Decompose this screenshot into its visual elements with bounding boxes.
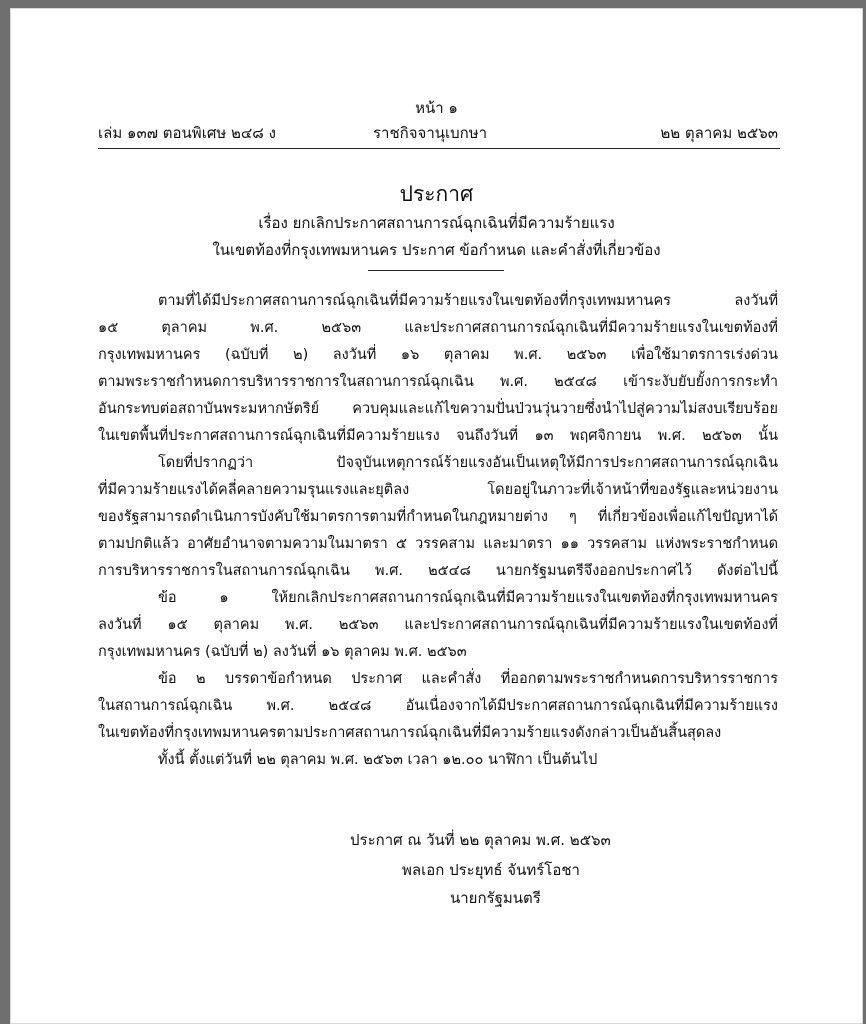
body-line: ลงวันที่ ๑๕ ตุลาคม พ.ศ. ๒๕๖๓ และประกาศสถานการณ์ฉุกเฉินที่มีความร้ายแรงในเขตท้องที่ bbox=[98, 617, 778, 633]
subject-line-2: ในเขตท้องที่กรุงเทพมหานคร ประกาศ ข้อกำหนด และคำสั่งที่เกี่ยวข้อง bbox=[212, 241, 661, 259]
body-line: ข้อ ๒ บรรดาข้อกำหนด ประกาศ และคำสั่ง ที่ออกตามพระราชกำหนดการบริหารราชการ bbox=[158, 671, 778, 687]
volume-info: เล่ม ๑๓๗ ตอนพิเศษ ๒๔๘ ง bbox=[98, 124, 276, 142]
body-line: โดยที่ปรากฏว่า ปัจจุบันเหตุการณ์ร้ายแรงอันเป็นเหตุให้มีการประกาศสถานการณ์ฉุกเฉิน bbox=[158, 455, 778, 471]
publication-name: ราชกิจจานุเบกษา bbox=[373, 124, 488, 142]
title-divider bbox=[368, 270, 504, 271]
body-line: อันกระทบต่อสถาบันพระมหากษัตริย์ ควบคุมและแก้ไขความปั่นป่วนวุ่นวายซึ่งนำไปสู่ความไม่สงบเรียบร้อย bbox=[98, 401, 778, 417]
body-line: ตามที่ได้มีประกาศสถานการณ์ฉุกเฉินที่มีความร้ายแรงในเขตท้องที่กรุงเทพมหานคร ลงวันที่ bbox=[158, 293, 778, 309]
document-page bbox=[10, 8, 863, 1024]
body-line: ตามพระราชกำหนดการบริหารราชการในสถานการณ์ฉุกเฉิน พ.ศ. ๒๕๔๘ เข้าระงับยับยั้งการกระทำ bbox=[98, 374, 778, 390]
signatory-position: นายกรัฐมนตรี bbox=[450, 889, 541, 907]
body-line: ที่มีความร้ายแรงได้คลี่คลายความรุนแรงและยุติลง โดยอยู่ในภาวะที่เจ้าหน้าที่ของรัฐและหน่วยงาน bbox=[98, 482, 778, 498]
document-title: ประกาศ bbox=[399, 182, 474, 206]
body-line: ของรัฐสามารถดำเนินการบังคับใช้มาตรการตามที่กำหนดในกฎหมายต่าง ๆ ที่เกี่ยวข้องเพื่อแก้ไขปัญหาได้ bbox=[98, 509, 778, 525]
body-line: การบริหารราชการในสถานการณ์ฉุกเฉิน พ.ศ. ๒๕๔๘ นายกรัฐมนตรีจึงออกประกาศไว้ ดังต่อไปนี้ bbox=[98, 563, 778, 579]
publication-date: ๒๒ ตุลาคม ๒๕๖๓ bbox=[660, 124, 778, 142]
signatory-name: พลเอก ประยุทธ์ จันทร์โอชา bbox=[402, 861, 580, 879]
body-line: ในเขตท้องที่กรุงเทพมหานครตามประกาศสถานการณ์ฉุกเฉินที่มีความร้ายแรงดังกล่าวเป็นอันสิ้นสุดลง bbox=[98, 725, 722, 741]
body-line: กรุงเทพมหานคร (ฉบับที่ ๒) ลงวันที่ ๑๖ ตุลาคม พ.ศ. ๒๕๖๓ เพื่อใช้มาตรการเร่งด่วน bbox=[98, 347, 778, 363]
body-line: ตามปกติแล้ว อาศัยอำนาจตามความในมาตรา ๕ วรรคสาม และมาตรา ๑๑ วรรคสาม แห่งพระราชกำหนด bbox=[98, 536, 778, 552]
gazette-header bbox=[98, 121, 778, 143]
body-line: ข้อ ๑ ให้ยกเลิกประกาศสถานการณ์ฉุกเฉินที่มีความร้ายแรงในเขตท้องที่กรุงเทพมหานคร bbox=[158, 590, 778, 606]
body-line: ๑๕ ตุลาคม พ.ศ. ๒๕๖๓ และประกาศสถานการณ์ฉุกเฉินที่มีความร้ายแรงในเขตท้องที่ bbox=[98, 320, 778, 336]
body-line: ในเขตพื้นที่ประกาศสถานการณ์ฉุกเฉินที่มีความร้ายแรง จนถึงวันที่ ๑๓ พฤศจิกายน พ.ศ. ๒๕๖๓ นั้น bbox=[98, 428, 778, 444]
header-divider bbox=[98, 148, 780, 149]
document-body bbox=[98, 288, 778, 774]
body-line: กรุงเทพมหานคร (ฉบับที่ ๒) ลงวันที่ ๑๖ ตุลาคม พ.ศ. ๒๕๖๓ bbox=[98, 644, 467, 660]
body-line: ทั้งนี้ ตั้งแต่วันที่ ๒๒ ตุลาคม พ.ศ. ๒๕๖๓ เวลา ๑๒.๐๐ นาฬิกา เป็นต้นไป bbox=[158, 752, 598, 768]
body-line: ในสถานการณ์ฉุกเฉิน พ.ศ. ๒๕๔๘ อันเนื่องจากได้มีประกาศสถานการณ์ฉุกเฉินที่มีความร้ายแรง bbox=[98, 698, 778, 714]
page-number: หน้า ๑ bbox=[415, 99, 458, 117]
subject-line-1: เรื่อง ยกเลิกประกาศสถานการณ์ฉุกเฉินที่มีความร้ายแรง bbox=[258, 214, 615, 232]
signature-date: ประกาศ ณ วันที่ ๒๒ ตุลาคม พ.ศ. ๒๕๖๓ bbox=[350, 831, 611, 849]
